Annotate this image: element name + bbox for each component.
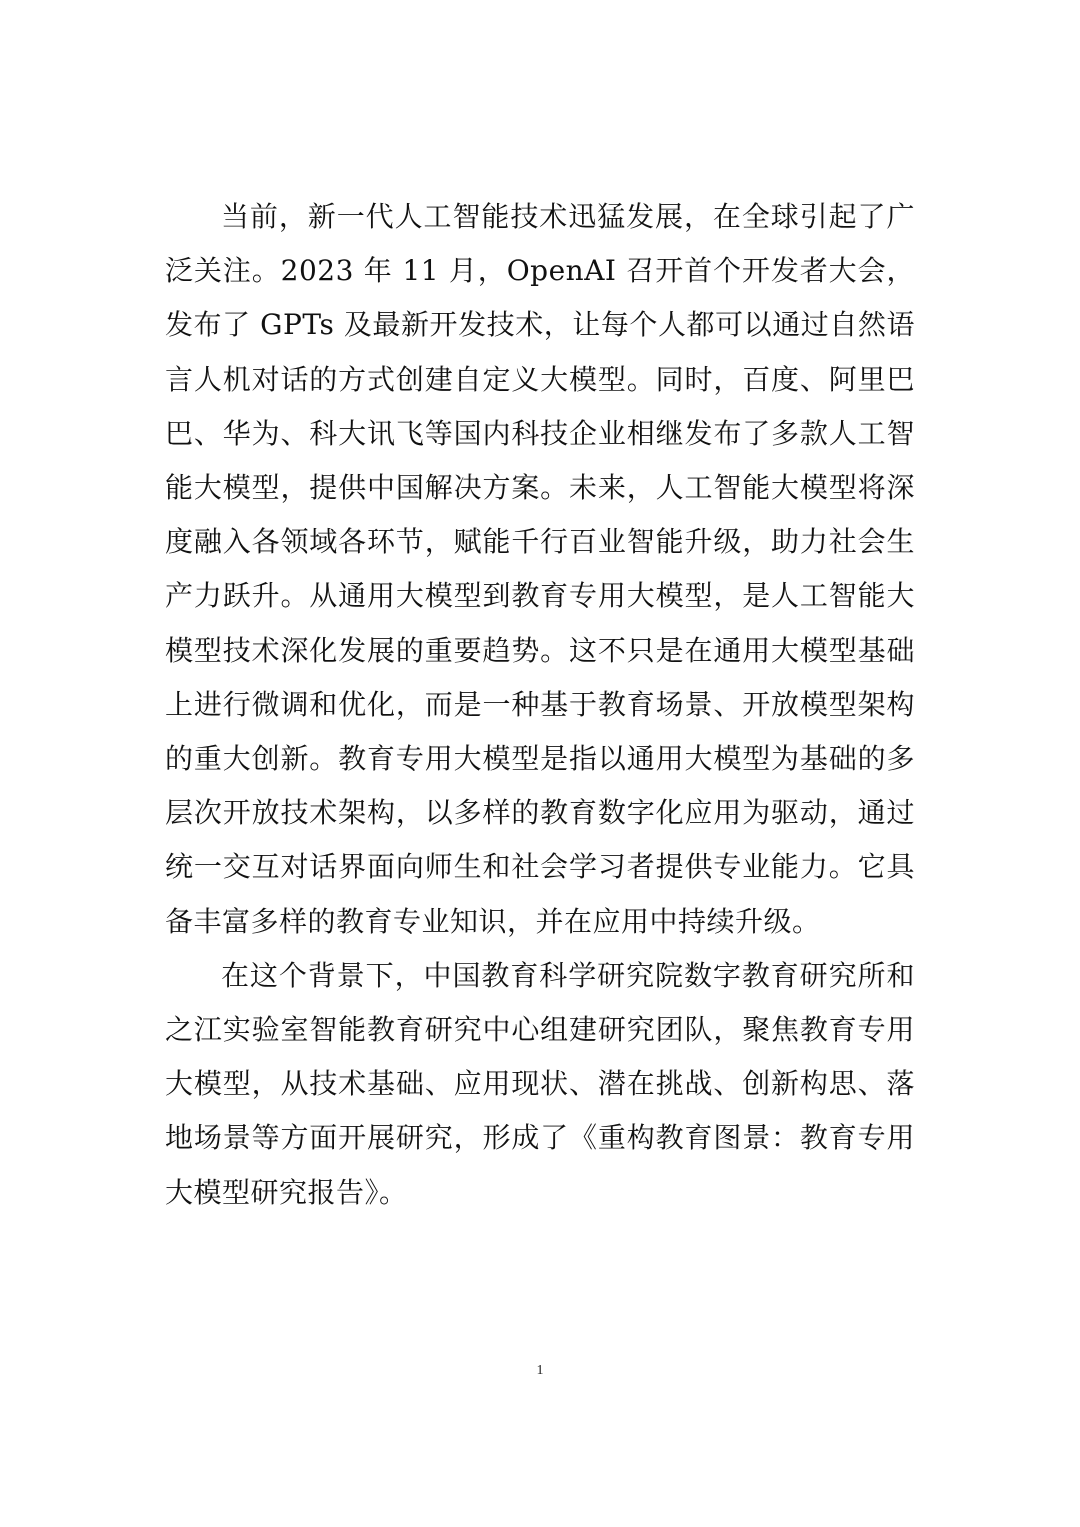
body-text [165, 190, 915, 1220]
page-number: 1 [536, 1363, 544, 1378]
paragraph-1: 当前，新一代人工智能技术迅猛发展，在全球引起了广泛关注。2023 年 11 月，OpenAI 召开首个开发者大会，发布了 GPTs 及最新开发技术，让每个人都可以通过自然语言人机对话的方式创建自定义大模型。同时，百度、阿里巴巴、华为、科大讯飞等国内科技企业相继发布了多款人工智能大模型，提供中国解决方案。未来，人工智能大模型将深度融入各领域各环节，赋能千行百业智能升级，助力社会生产力跃升。从通用大模型到教育专用大模型，是人工智能大模型技术深化发展的重要趋势。这不只是在通用大模型基础上进行微调和优化，而是一种基于教育场景、开放模型架构的重大创新。教育专用大模型是指以通用大模型为基础的多层次开放技术架构，以多样的教育数字化应用为驱动，通过统一交互对话界面向师生和社会学习者提供专业能力。它具备丰富多样的教育专业知识，并在应用中持续升级。 [165, 200, 915, 938]
paragraph-2: 在这个背景下，中国教育科学研究院数字教育研究所和之江实验室智能教育研究中心组建研究团队，聚焦教育专用大模型，从技术基础、应用现状、潜在挑战、创新构思、落地场景等方面开展研究，形成了《重构教育图景：教育专用大模型研究报告》。 [165, 958, 915, 1209]
